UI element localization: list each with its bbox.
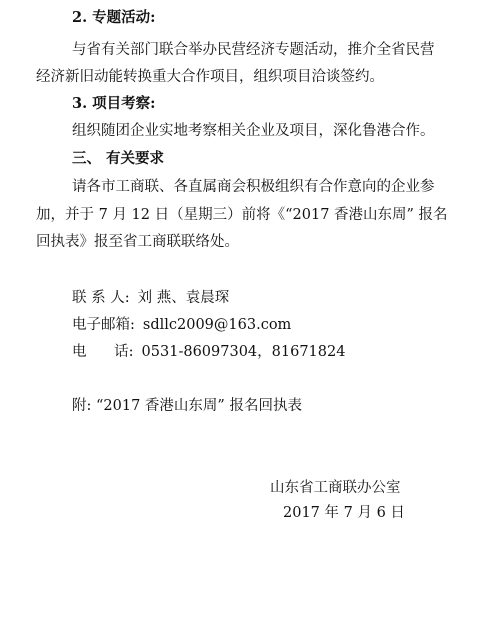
signature-date: 2017 年 7 月 6 日	[283, 505, 405, 521]
contact-phone-label: 电 话:	[72, 344, 134, 360]
heading-project-inspection: 3. 项目考察:	[72, 95, 156, 112]
heading-requirements: 三、 有关要求	[72, 150, 165, 167]
paragraph-line: 组织随团企业实地考察相关企业及项目，深化鲁港合作。	[72, 123, 435, 139]
paragraph-line: 加，并于 7 月 12 日（星期三）前将《“2017 香港山东周” 报名	[36, 207, 448, 223]
heading-special-activity: 2. 专题活动:	[72, 9, 156, 26]
contact-people	[72, 288, 229, 308]
contact-phone-value: 0531-86097304，81671824	[141, 344, 346, 360]
contact-phone	[72, 342, 345, 362]
contact-email-value: sdllc2009@163.com	[142, 317, 292, 333]
contact-people-label: 联 系 人:	[72, 290, 130, 306]
paragraph-line: 回执表》报至省工商联联络处。	[36, 234, 239, 250]
contact-email-label: 电子邮箱:	[72, 317, 135, 333]
contact-people-value: 刘 燕、袁晨琛	[137, 290, 230, 306]
paragraph-line: 与省有关部门联合举办民营经济专题活动，推介全省民营	[72, 42, 435, 58]
attachment-note: 附: “2017 香港山东周” 报名回执表	[72, 398, 302, 414]
contact-email	[72, 315, 291, 335]
signature-org: 山东省工商联办公室	[270, 480, 401, 496]
paragraph-line: 请各市工商联、各直属商会积极组织有合作意向的企业参	[72, 179, 435, 195]
paragraph-line: 经济新旧动能转换重大合作项目，组织项目洽谈签约。	[36, 69, 384, 85]
